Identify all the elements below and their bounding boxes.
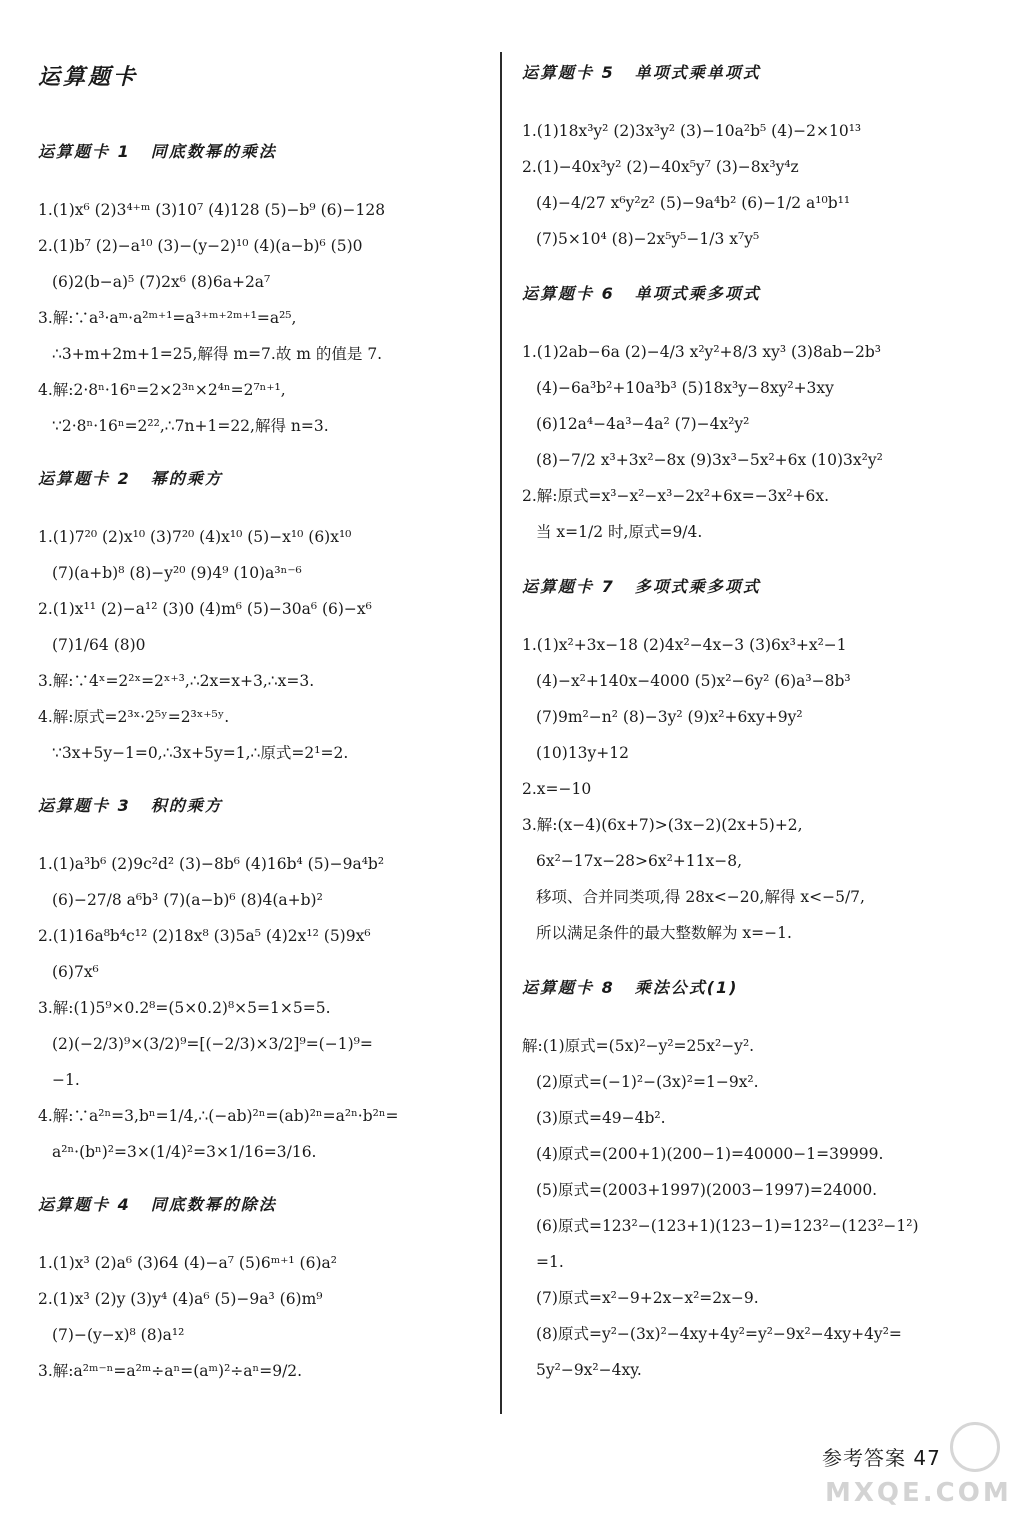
answer-line: 2.(1)16a⁸b⁴c¹² (2)18x⁸ (3)5a⁵ (4)2x¹² (5)9x⁶ — [38, 927, 371, 945]
answer-section — [522, 60, 984, 257]
answer-line: 6x²−17x−28>6x²+11x−8, — [536, 852, 743, 870]
section-title — [522, 60, 984, 83]
page-footer: 参考答案 47 — [822, 1446, 941, 1470]
section-name: 积的乘方 — [150, 796, 223, 815]
right-sections — [522, 60, 984, 1388]
section-label: 运算题卡 5 — [522, 63, 615, 82]
answer-line: (4)原式=(200+1)(200−1)=40000−1=39999. — [536, 1145, 884, 1163]
answer-section — [38, 139, 490, 444]
answer-line: 4.解:∵a²ⁿ=3,bⁿ=1/4,∴(−ab)²ⁿ=(ab)²ⁿ=a²ⁿ·b²ⁿ= — [38, 1107, 399, 1125]
answer-line: (4)−4/27 x⁶y²z² (5)−9a⁴b² (6)−1/2 a¹⁰b¹¹ — [536, 194, 851, 212]
answer-section — [522, 281, 984, 550]
section-title — [38, 1192, 490, 1215]
section-name: 同底数幂的乘法 — [150, 142, 277, 161]
section-label: 运算题卡 1 — [38, 142, 131, 161]
answer-line: 2.x=−10 — [522, 780, 592, 798]
answer-line: (4)−6a³b²+10a³b³ (5)18x³y−8xy²+3xy — [536, 379, 834, 397]
answer-line: (7)9m²−n² (8)−3y² (9)x²+6xy+9y² — [536, 708, 803, 726]
right-column — [502, 0, 1014, 1536]
answer-line: 移项、合并同类项,得 28x<−20,解得 x<−5/7, — [536, 888, 865, 906]
answer-line: 1.(1)7²⁰ (2)x¹⁰ (3)7²⁰ (4)x¹⁰ (5)−x¹⁰ (6)x¹⁰ — [38, 528, 352, 546]
left-column — [0, 0, 500, 1536]
answer-line: (7)(a+b)⁸ (8)−y²⁰ (9)4⁹ (10)a³ⁿ⁻⁶ — [52, 564, 302, 582]
answer-line: 3.解:∵a³·aᵐ·a²ᵐ⁺¹=a³⁺ᵐ⁺²ᵐ⁺¹=a²⁵, — [38, 309, 297, 327]
answer-line: (6)7x⁶ — [52, 963, 99, 981]
section-name: 幂的乘方 — [150, 469, 223, 488]
answer-line: 2.解:原式=x³−x²−x³−2x²+6x=−3x²+6x. — [522, 487, 830, 505]
answer-line: 4.解:原式=2³ˣ·2⁵ʸ=2³ˣ⁺⁵ʸ. — [38, 708, 230, 726]
answer-line: (7)5×10⁴ (8)−2x⁵y⁵−1/3 x⁷y⁵ — [536, 230, 760, 248]
section-title — [522, 281, 984, 304]
section-title — [38, 466, 490, 489]
page-heading: 运算题卡 — [38, 65, 139, 90]
answer-line: (2)(−2/3)⁹×(3/2)⁹=[(−2/3)×3/2]⁹=(−1)⁹= — [52, 1035, 373, 1053]
answer-line: ∵2·8ⁿ·16ⁿ=2²²,∴7n+1=22,解得 n=3. — [52, 417, 329, 435]
answer-line: 当 x=1/2 时,原式=9/4. — [536, 523, 703, 541]
answer-line: 1.(1)18x³y² (2)3x³y² (3)−10a²b⁵ (4)−2×10¹³ — [522, 122, 862, 140]
answer-line: 2.(1)x³ (2)y (3)y⁴ (4)a⁶ (5)−9a³ (6)m⁹ — [38, 1290, 323, 1308]
answer-line: 1.(1)x⁶ (2)3⁴⁺ᵐ (3)10⁷ (4)128 (5)−b⁹ (6)−128 — [38, 201, 386, 219]
answer-line: −1. — [52, 1071, 80, 1089]
answer-line: (6)12a⁴−4a³−4a² (7)−4x²y² — [536, 415, 750, 433]
left-sections — [38, 139, 490, 1389]
answer-line: (3)原式=49−4b². — [536, 1109, 666, 1127]
watermark: MXQE.COM — [825, 1478, 1012, 1508]
answer-line: 2.(1)−40x³y² (2)−40x⁵y⁷ (3)−8x³y⁴z — [522, 158, 799, 176]
answer-line: 4.解:2·8ⁿ·16ⁿ=2×2³ⁿ×2⁴ⁿ=2⁷ⁿ⁺¹, — [38, 381, 286, 399]
answer-line: 3.解:(1)5⁹×0.2⁸=(5×0.2)⁸×5=1×5=5. — [38, 999, 331, 1017]
answer-line: 3.解:(x−4)(6x+7)>(3x−2)(2x+5)+2, — [522, 816, 803, 834]
section-title — [38, 793, 490, 816]
answer-line: (10)13y+12 — [536, 744, 630, 762]
section-title — [38, 139, 490, 162]
answer-line: (8)原式=y²−(3x)²−4xy+4y²=y²−9x²−4xy+4y²= — [536, 1325, 902, 1343]
section-title — [522, 975, 984, 998]
watermark-badge-icon — [950, 1422, 1000, 1472]
section-name: 乘法公式(1) — [634, 978, 739, 997]
answer-line: (6)−27/8 a⁶b³ (7)(a−b)⁶ (8)4(a+b)² — [52, 891, 323, 909]
answer-line: 解:(1)原式=(5x)²−y²=25x²−y². — [522, 1037, 755, 1055]
answer-line: (7)原式=x²−9+2x−x²=2x−9. — [536, 1289, 759, 1307]
answer-line: (4)−x²+140x−4000 (5)x²−6y² (6)a³−8b³ — [536, 672, 851, 690]
answer-line: (6)原式=123²−(123+1)(123−1)=123²−(123²−1²) — [536, 1217, 919, 1235]
section-name: 单项式乘单项式 — [634, 63, 761, 82]
answer-line: 2.(1)x¹¹ (2)−a¹² (3)0 (4)m⁶ (5)−30a⁶ (6)−x⁶ — [38, 600, 372, 618]
answer-line: 1.(1)x³ (2)a⁶ (3)64 (4)−a⁷ (5)6ᵐ⁺¹ (6)a² — [38, 1254, 337, 1272]
answer-line: 3.解:a²ᵐ⁻ⁿ=a²ᵐ÷aⁿ=(aᵐ)²÷aⁿ=9/2. — [38, 1362, 303, 1380]
answer-line: ∴3+m+2m+1=25,解得 m=7.故 m 的值是 7. — [52, 345, 383, 363]
answer-line: 2.(1)b⁷ (2)−a¹⁰ (3)−(y−2)¹⁰ (4)(a−b)⁶ (5)0 — [38, 237, 363, 255]
answer-section — [38, 1192, 490, 1389]
section-name: 单项式乘多项式 — [634, 284, 761, 303]
section-label: 运算题卡 2 — [38, 469, 131, 488]
answer-line: a²ⁿ·(bⁿ)²=3×(1/4)²=3×1/16=3/16. — [52, 1143, 317, 1161]
answer-section — [522, 574, 984, 951]
answer-line: =1. — [536, 1253, 564, 1271]
section-label: 运算题卡 4 — [38, 1195, 131, 1214]
answer-line: 1.(1)x²+3x−18 (2)4x²−4x−3 (3)6x³+x²−1 — [522, 636, 847, 654]
section-label: 运算题卡 8 — [522, 978, 615, 997]
answer-line: 1.(1)a³b⁶ (2)9c²d² (3)−8b⁶ (4)16b⁴ (5)−9a⁴b² — [38, 855, 385, 873]
answer-line: (2)原式=(−1)²−(3x)²=1−9x². — [536, 1073, 759, 1091]
answer-line: (5)原式=(2003+1997)(2003−1997)=24000. — [536, 1181, 878, 1199]
answer-line: 5y²−9x²−4xy. — [536, 1361, 642, 1379]
answer-line: 所以满足条件的最大整数解为 x=−1. — [536, 924, 792, 942]
section-name: 同底数幂的除法 — [150, 1195, 277, 1214]
answer-line: (7)1/64 (8)0 — [52, 636, 146, 654]
section-title — [522, 574, 984, 597]
section-label: 运算题卡 3 — [38, 796, 131, 815]
section-label: 运算题卡 6 — [522, 284, 615, 303]
answer-line: 3.解:∵4ˣ=2²ˣ=2ˣ⁺³,∴2x=x+3,∴x=3. — [38, 672, 315, 690]
answer-line: (6)2(b−a)⁵ (7)2x⁶ (8)6a+2a⁷ — [52, 273, 271, 291]
answer-section — [38, 793, 490, 1170]
answer-line: ∵3x+5y−1=0,∴3x+5y=1,∴原式=2¹=2. — [52, 744, 349, 762]
answer-section — [522, 975, 984, 1388]
answer-line: 1.(1)2ab−6a (2)−4/3 x²y²+8/3 xy³ (3)8ab−2b³ — [522, 343, 881, 361]
answer-line: (7)−(y−x)⁸ (8)a¹² — [52, 1326, 185, 1344]
answer-line: (8)−7/2 x³+3x²−8x (9)3x³−5x²+6x (10)3x²y² — [536, 451, 883, 469]
section-label: 运算题卡 7 — [522, 577, 615, 596]
answer-section — [38, 466, 490, 771]
section-name: 多项式乘多项式 — [634, 577, 761, 596]
